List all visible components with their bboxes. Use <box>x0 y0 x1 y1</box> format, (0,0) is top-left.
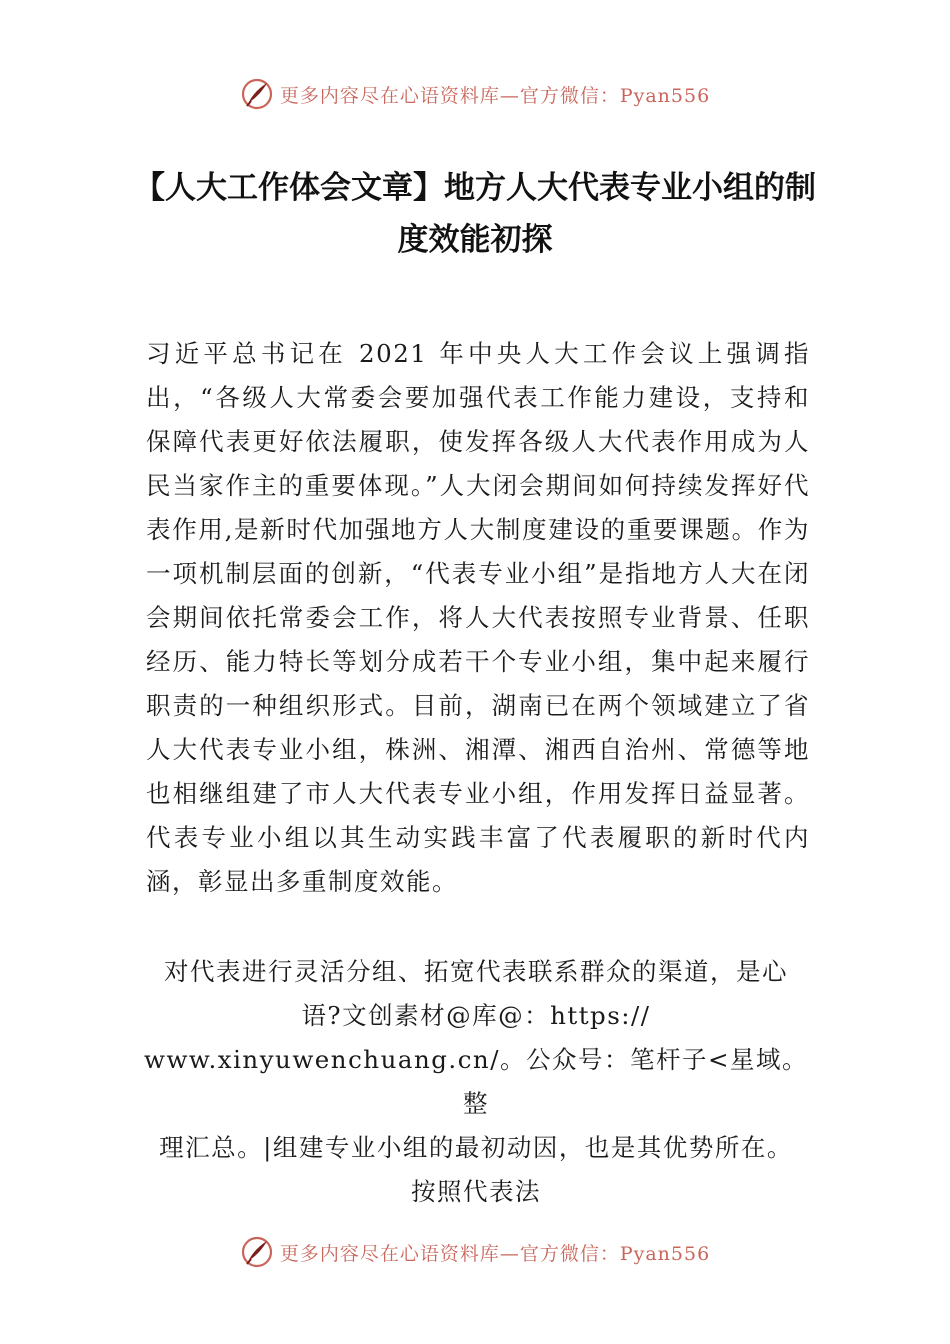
paragraph-2-line: 按照代表法 <box>411 1177 541 1206</box>
header-banner-text: 更多内容尽在心语资料库—官方微信：Pyan556 <box>279 84 711 107</box>
footer-banner-text: 更多内容尽在心语资料库—官方微信：Pyan556 <box>279 1242 711 1265</box>
footer-banner[interactable] <box>0 1232 950 1272</box>
paragraph-2-line: 对代表进行灵活分组、拓宽代表联系群众的渠道，是心 <box>164 957 788 986</box>
body-paragraph-1: 习近平总书记在 2021 年中央人大工作会议上强调指出，“各级人大常委会要加强代表工作能力建设，支持和保障代表更好依法履职，使发挥各级人大代表作用成为人民当家作主的重要体现。”人大闭会期间如何持续发挥好代表作用,是新时代加强地方人大制度建设的重要课题。作为一项机制层面的创新，“代表专业小组”是指地方人大在闭会期间依托常委会工作，将人大代表按照专业背景、任职经历、能力特长等划分成若干个专业小组，集中起来履行职责的一种组织形式。目前，湖南已在两个领域建立了省人大代表专业小组，株洲、湘潭、湘西自治州、常德等地也相继组建了市人大代表专业小组，作用发挥日益显著。代表专业小组以其生动实践丰富了代表履职的新时代内涵，彰显出多重制度效能。 <box>146 339 810 896</box>
body-paragraph-2 <box>140 950 812 1214</box>
quill-logo-icon <box>240 77 274 111</box>
header-banner[interactable] <box>0 74 950 114</box>
paragraph-2-line: 理汇总。|组建专业小组的最初动因，也是其优势所在。 <box>159 1133 793 1162</box>
document-title: 【人大工作体会文章】地方人大代表专业小组的制度效能初探 <box>134 170 816 258</box>
quill-logo-icon <box>240 1235 274 1269</box>
paragraph-2-line: 语?文创素材@库@：https:// <box>301 1001 651 1030</box>
paragraph-2-line: www.xinyuwenchuang.cn/。公众号：笔杆子<星域。整 <box>143 1045 808 1118</box>
